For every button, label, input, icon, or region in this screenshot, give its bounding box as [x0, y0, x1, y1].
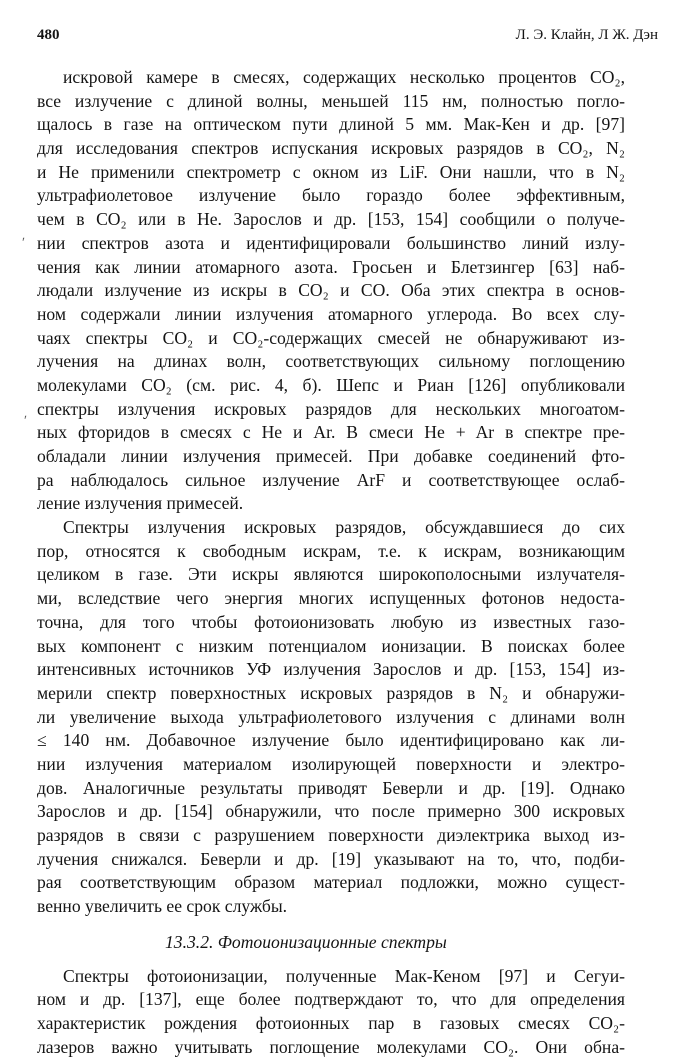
text-line: ми, вследствие чего энергия многих испущенных фотонов недоста- — [37, 588, 625, 609]
text-line: искровой камере в смесях, содержащих несколько процентов CO₂, — [63, 67, 625, 87]
text-line: нии спектров азота и идентифицировали большинство линий излу- — [37, 232, 625, 253]
text-line: обладали линии излучения примесей. При добавке соединений фто- — [37, 446, 625, 466]
text-line: нии излучения материалом изолирующей поверхности и электро- — [37, 753, 625, 774]
text-line: интенсивных источников УФ излучения Заpослов и др. [153, 154] из- — [37, 659, 625, 680]
text-line: вых компонент с низким потенциалом ионизации. В поисках более — [37, 635, 625, 656]
text-line: ли увеличение выхода ультрафиолетового излучения с длинами волн — [37, 706, 625, 727]
paragraph-2 — [37, 516, 625, 919]
text-line: рая соответствующим образом материал подложки, можно сущест- — [37, 872, 625, 893]
text-line: лучения на длинах волн, соответствующих сильному поглощению — [37, 351, 625, 372]
paragraph-3 — [37, 965, 625, 1060]
text-line: мерили спектр поверхностных искровых разрядов в N₂ и обнаружи- — [37, 682, 625, 703]
body-text — [37, 66, 625, 1060]
text-line: все излучение с длиной волны, меньшей 115 нм, полностью погло- — [37, 90, 625, 111]
text-line: ≤ 140 нм. Добавочное излучение было идентифицировано как ли- — [37, 730, 625, 751]
text-line: ультрафиолетовое излучение было гораздо более эффективным, — [37, 185, 625, 206]
text-line: чем в CO₂ или в He. Заpослов и др. [153, 154] сообщили о получе- — [37, 209, 625, 230]
text-line: ра наблюдалось сильное излучение ArF и соответствующее ослаб- — [37, 469, 625, 490]
margin-tick-mark: ʹ — [22, 236, 26, 251]
text-line: ном и др. [137], еще более подтверждают то, что для определения — [37, 989, 625, 1010]
text-line: разрядов в связи с разрушением поверхности диэлектрика выход из- — [37, 825, 625, 845]
text-line: характеристик рождения фотоионных пар в газовых смесях CO₂- — [37, 1013, 625, 1034]
text-line: дов. Аналогичные результаты приводят Беверли и др. [19]. Однако — [37, 777, 625, 798]
text-line: Спектры фотоионизации, полученные Мак-Кеном [97] и Сегуи- — [63, 965, 625, 986]
text-line: чения как линии атомарного азота. Гросьен и Блетзингер [63] наб- — [37, 256, 625, 277]
text-line: ном содержали линии излучения атомарного углерода. Во всех слу- — [37, 303, 625, 324]
running-header-authors: Л. Э. Клайн, Л Ж. Дэн — [515, 27, 658, 43]
text-line: точна, для того чтобы фотоионизовать любую из известных газо- — [37, 611, 625, 632]
text-line: спектры излучения искровых разрядов для нескольких многоатом- — [37, 398, 625, 419]
text-line: молекулами CO₂ (см. рис. 4, б). Шепс и Риан [126] опубликовали — [37, 374, 625, 395]
text-line: Заpослов и др. [154] обнаружили, что после примерно 300 искровых — [37, 801, 625, 822]
text-line: венно увеличить ее срок службы. — [37, 896, 288, 917]
text-line: для исследования спектров испускания искровых разрядов в CO₂, N₂ — [37, 138, 625, 159]
text-line: Спектры излучения искровых разрядов, обсуждавшиеся до сих — [63, 517, 625, 538]
page-number: 480 — [37, 27, 60, 43]
text-line: целиком в газе. Эти искры являются широкополосными излучателя- — [37, 564, 625, 585]
text-line: лучения снижался. Беверли и др. [19] указывают на то, что, подби- — [37, 848, 625, 869]
text-line: ление излучения примесей. — [37, 493, 244, 514]
text-line: чаях спектры CO₂ и CO₂-содержащих смесей не обнаруживают из- — [37, 327, 625, 348]
text-line: ных фторидов в смесях с He и Ar. В смеси He + Ar в спектре пре- — [37, 422, 625, 443]
text-line: щалось в газе на оптическом пути длиной 5 мм. Мак-Кен и др. [97] — [37, 114, 625, 135]
text-line: и He применили спектрометр с окном из LiF. Они нашли, что в N₂ — [37, 161, 625, 182]
text-line: лазеров важно учитывать поглощение молекулами CO₂. Они обна- — [37, 1036, 625, 1057]
paragraph-1 — [37, 66, 625, 516]
margin-tick-mark: ʹ — [24, 414, 28, 429]
text-line: людали излучение из искры в CO₂ и CO. Оба этих спектра в основ- — [37, 280, 625, 301]
section-heading: 13.3.2. Фотоионизационные спектры — [165, 931, 447, 952]
text-line: пор, относятся к свободным искрам, т.е. к искрам, возникающим — [37, 540, 625, 561]
